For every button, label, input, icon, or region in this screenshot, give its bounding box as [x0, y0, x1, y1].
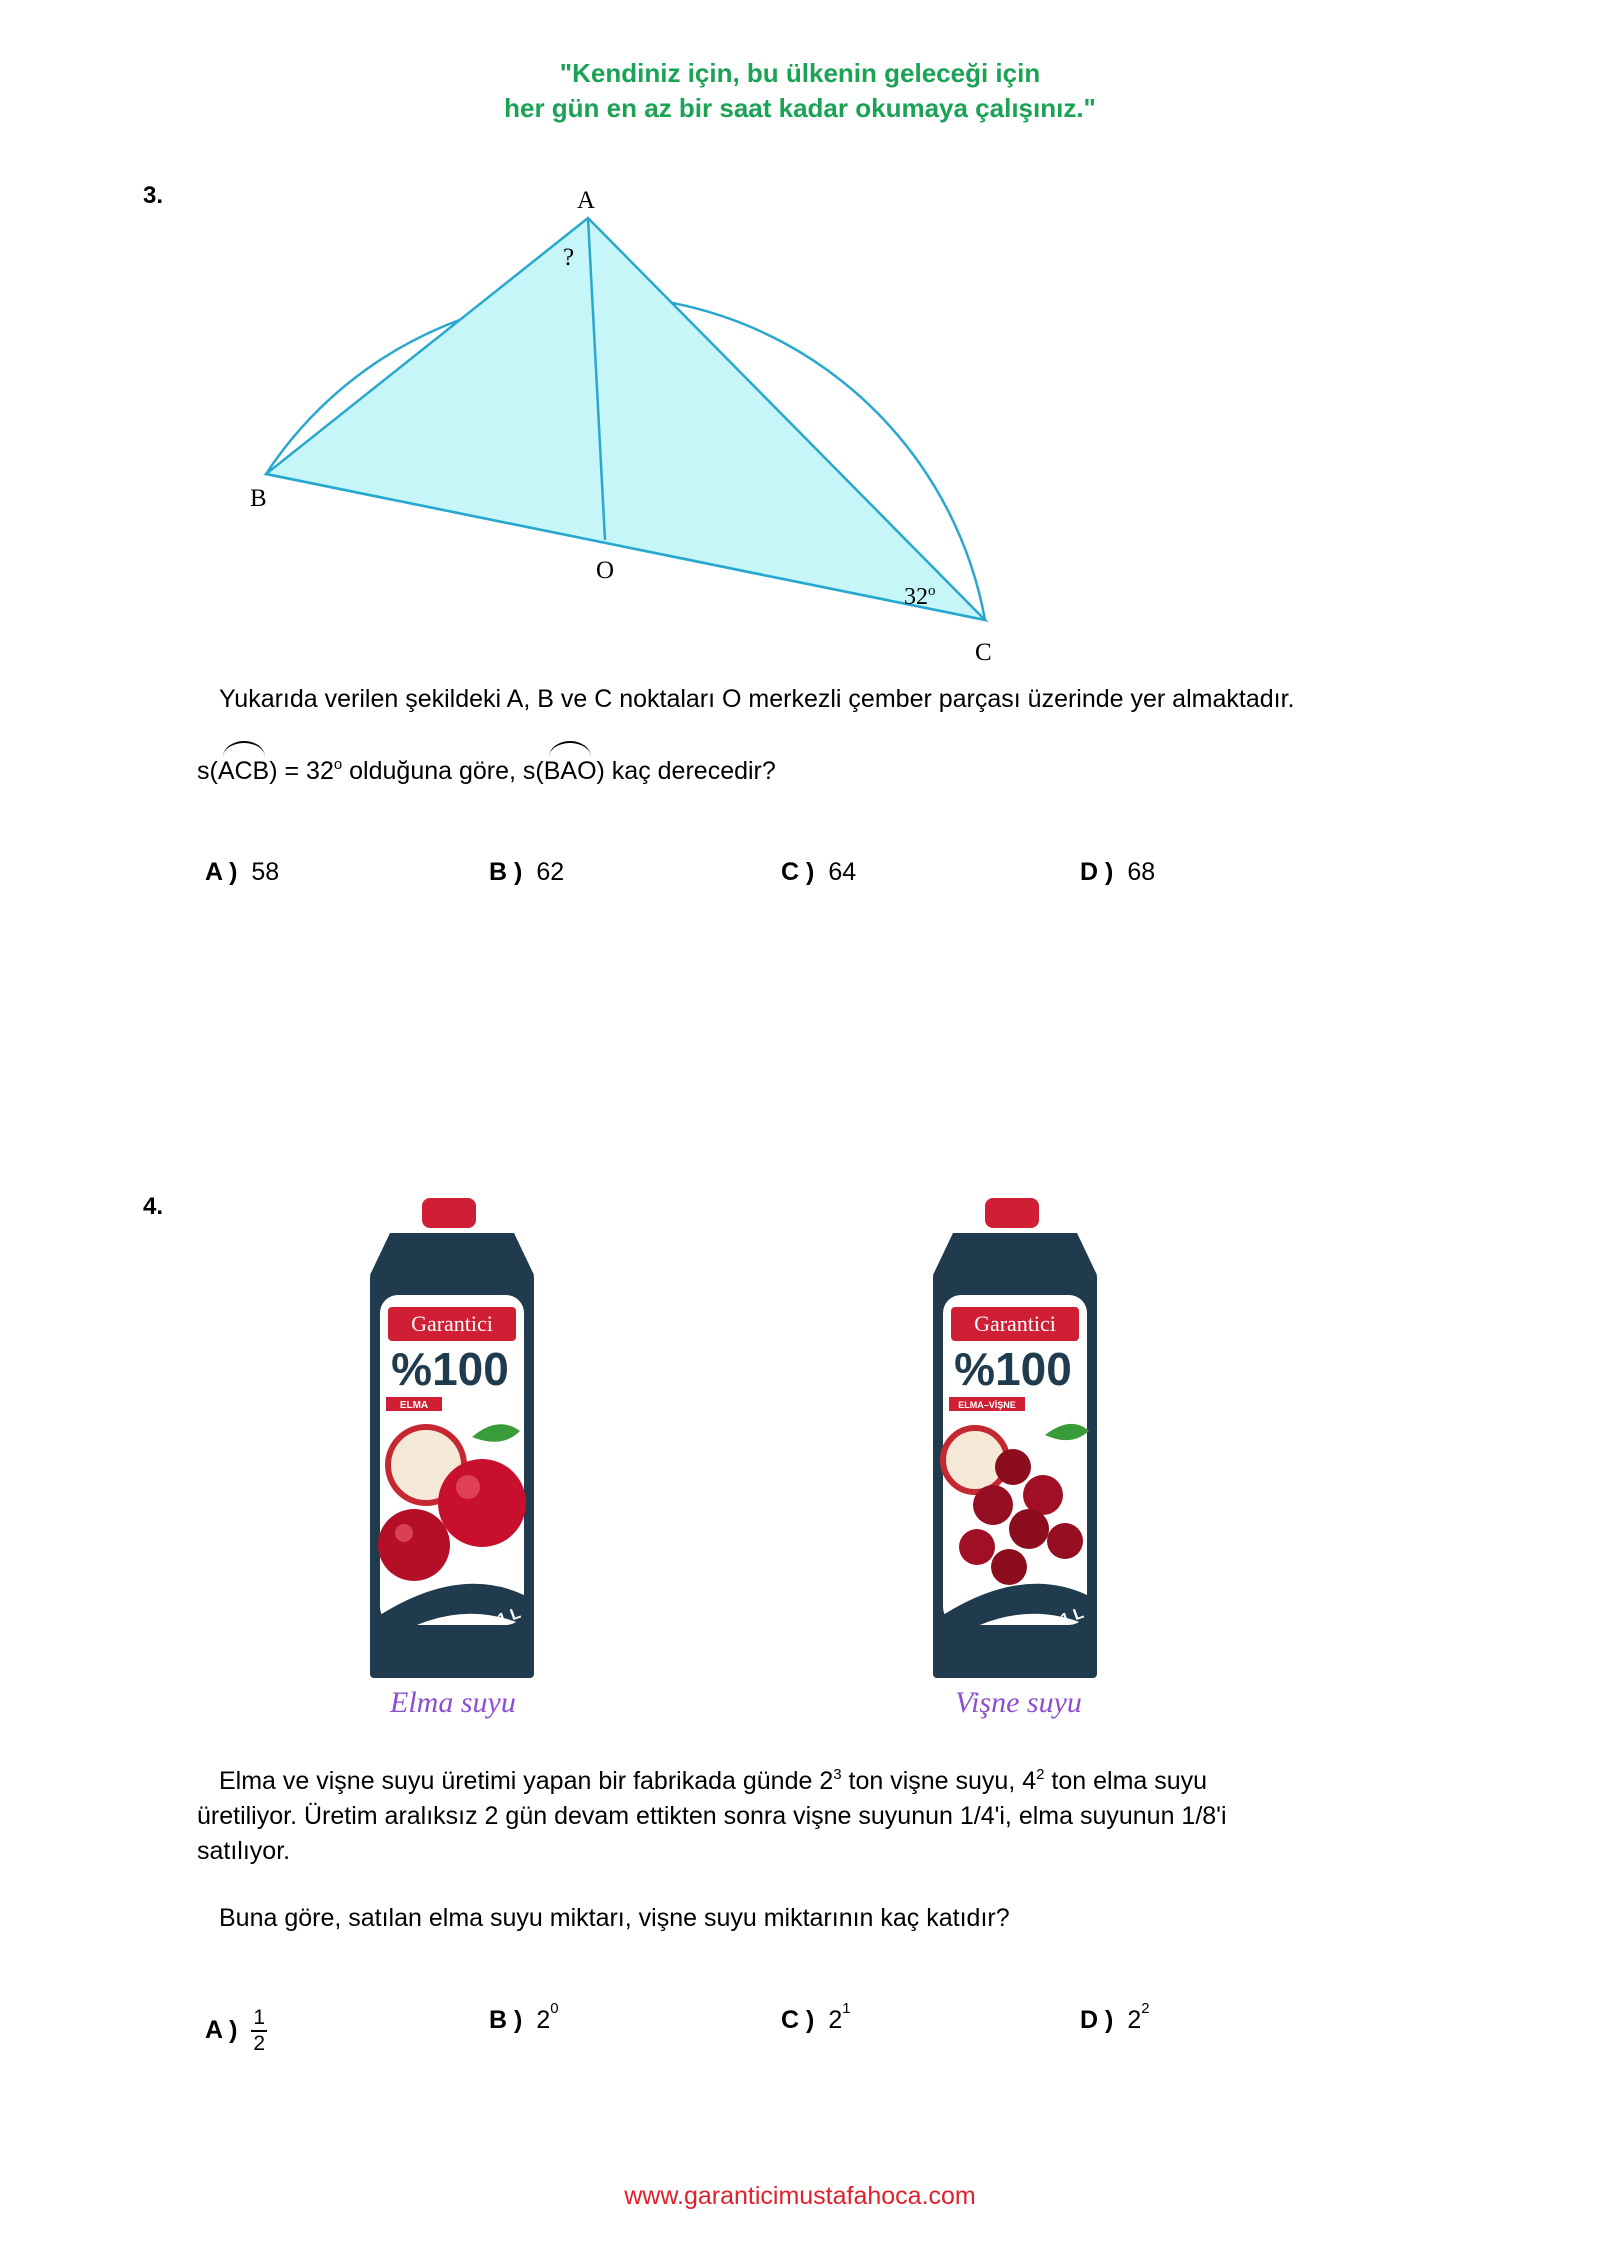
q4-paragraph-line-1 [219, 1764, 1207, 1798]
q3-question-part: s( [197, 757, 218, 785]
label-o: O [596, 557, 615, 584]
angle-c-degree: o [928, 583, 936, 599]
degree-symbol: o [333, 756, 343, 773]
fraction-denominator: 2 [253, 2032, 266, 2055]
q4-option-d[interactable] [1080, 2000, 1150, 2035]
power-base: 2 [536, 2006, 551, 2034]
q4-text-part: ton vişne suyu, 4 [841, 1767, 1037, 1795]
option-letter: A ) [205, 2015, 238, 2044]
q4-paragraph-line-3: satılıyor. [197, 1837, 291, 1865]
q4-option-a[interactable] [205, 2006, 267, 2056]
fraction-one-half [251, 2006, 267, 2056]
carton-percent: %100 [954, 1343, 1072, 1395]
question-3-number: 3. [143, 182, 164, 209]
option-value: 62 [536, 858, 565, 886]
q4-paragraph-line-2: üretiliyor. Üretim aralıksız 2 gün devam ettikten sonra vişne suyunun 1/4'i, elma suyunun 1/8'i [197, 1802, 1227, 1830]
question-4-number: 4. [143, 1193, 164, 1220]
power-exponent: 1 [842, 2000, 851, 2017]
motto-line-1: "Kendiniz için, bu ülkenin geleceği için [559, 58, 1041, 88]
carton-flavor: ELMA–VİŞNE [958, 1400, 1016, 1410]
q4-question: Buna göre, satılan elma suyu miktarı, vişne suyu miktarının kaç katıdır? [219, 1904, 1010, 1932]
fraction-numerator: 1 [251, 2006, 267, 2032]
cherry-juice-carton-image [925, 1195, 1105, 1685]
power-base: 2 [828, 2006, 843, 2034]
triangle-abc [266, 218, 985, 620]
q3-question-part: olduğuna göre, s( [342, 757, 544, 785]
carton-volume: 1 L [495, 1604, 524, 1629]
q4-text-part: Elma ve vişne suyu üretimi yapan bir fabrikada günde 2 [219, 1767, 834, 1795]
cherry-juice-caption: Vişne suyu [955, 1686, 1082, 1719]
q3-question-part: ) = 32 [269, 757, 334, 785]
option-letter: B ) [489, 858, 523, 886]
carton-brand: Garantici [411, 1311, 493, 1336]
footer-website-link[interactable]: www.garanticimustafahoca.com [624, 2182, 976, 2210]
carton-volume: 1 L [1058, 1604, 1087, 1629]
option-letter: C ) [781, 858, 815, 886]
option-letter: A ) [205, 858, 238, 886]
q4-option-b[interactable] [489, 2000, 559, 2035]
q3-option-b[interactable] [489, 858, 564, 887]
q4-text-part: ton elma suyu [1044, 1767, 1208, 1795]
power-base: 2 [1127, 2006, 1142, 2034]
option-value: 68 [1127, 858, 1156, 886]
power-exponent: 0 [550, 2000, 559, 2017]
power-exponent: 2 [1141, 2000, 1150, 2017]
carton-percent: %100 [391, 1343, 509, 1395]
exponent: 3 [833, 1766, 842, 1783]
apple-juice-caption: Elma suyu [390, 1686, 516, 1719]
motto-line-2: her gün en az bir saat kadar okumaya çalışınız." [504, 93, 1096, 123]
option-value: 58 [251, 858, 280, 886]
angle-unknown-label: ? [563, 244, 575, 271]
carton-flavor: ELMA [399, 1400, 429, 1411]
arc-acb: ACB [218, 754, 269, 788]
angle-c-value: 32 [904, 584, 928, 610]
option-letter: D ) [1080, 858, 1114, 886]
q3-option-c[interactable] [781, 858, 856, 887]
option-value: 64 [828, 858, 857, 886]
q3-statement: Yukarıda verilen şekildeki A, B ve C noktaları O merkezli çember parçası üzerinde yer almaktadır. [219, 685, 1295, 713]
carton-brand: Garantici [974, 1311, 1056, 1336]
exponent: 2 [1036, 1766, 1045, 1783]
q4-option-c[interactable] [781, 2000, 851, 2035]
apple-juice-carton-image [362, 1195, 542, 1685]
label-c: C [975, 639, 992, 666]
q3-question [197, 754, 776, 788]
label-b: B [250, 485, 267, 512]
arc-bao: BAO [544, 754, 597, 788]
label-a: A [577, 187, 596, 214]
q3-option-d[interactable] [1080, 858, 1155, 887]
option-letter: D ) [1080, 2006, 1114, 2034]
option-letter: B ) [489, 2006, 523, 2034]
q3-geometry-figure [0, 0, 1600, 700]
q3-option-a[interactable] [205, 858, 279, 887]
q3-question-part: ) kaç derecedir? [596, 757, 776, 785]
option-letter: C ) [781, 2006, 815, 2034]
